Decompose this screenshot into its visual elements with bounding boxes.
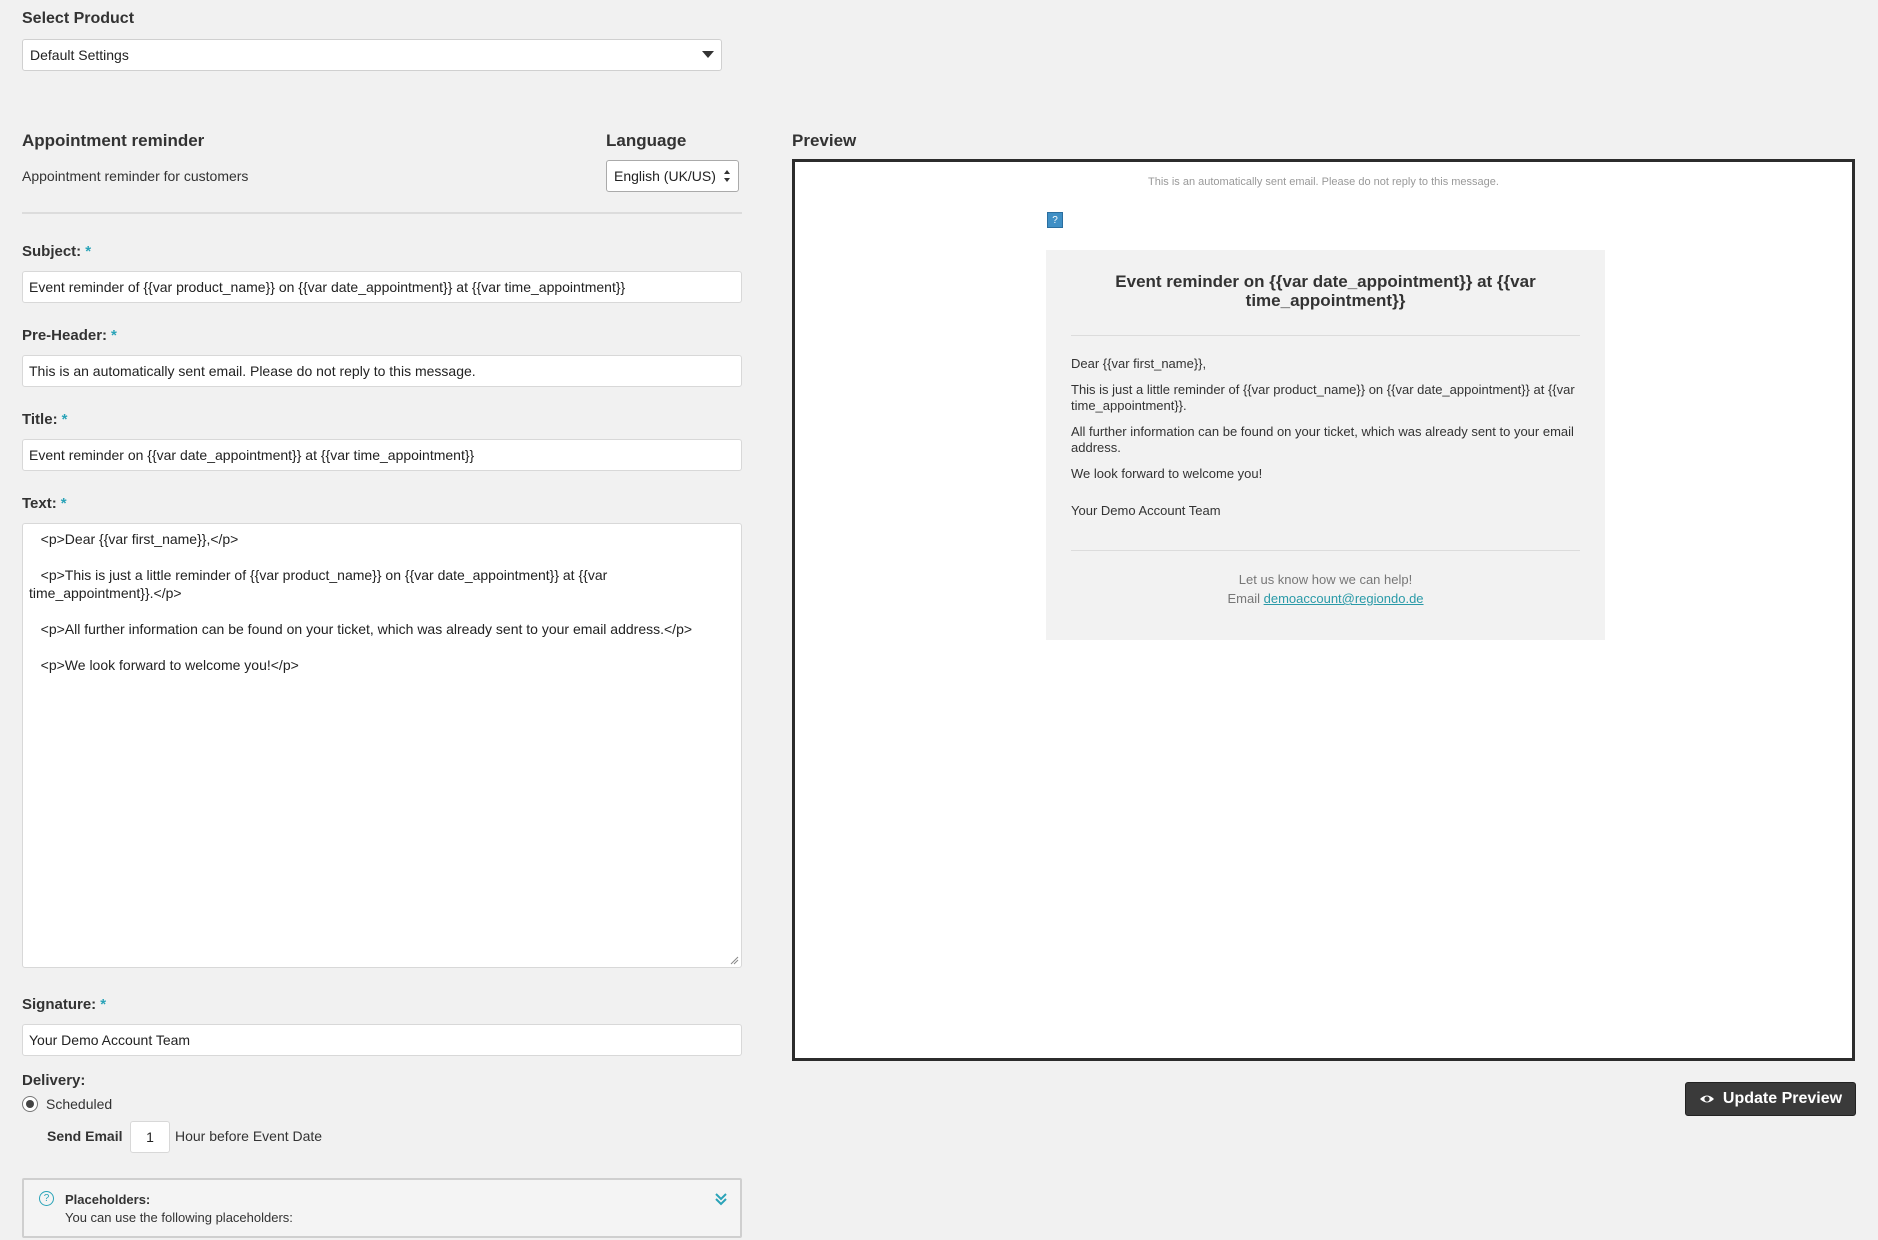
- language-select[interactable]: [606, 160, 739, 192]
- product-select-value: Default Settings: [30, 47, 129, 63]
- required-marker: *: [60, 495, 67, 512]
- subject-label: Subject: *: [22, 243, 92, 260]
- preview-frame: [792, 159, 1855, 1061]
- email-paragraph: We look forward to welcome you!: [1071, 466, 1263, 481]
- text-line: <p>All further information can be found on your ticket, which was already sent to your email address.</p>: [29, 621, 693, 637]
- template-name: Appointment reminder: [22, 131, 205, 150]
- scheduled-radio-option[interactable]: [22, 1096, 112, 1112]
- section-divider: [22, 212, 742, 214]
- signature-label: Signature: *: [22, 996, 107, 1013]
- email-greeting: Dear {{var first_name}},: [1071, 356, 1207, 371]
- hours-input[interactable]: 1: [130, 1121, 170, 1153]
- email-divider: [1071, 335, 1580, 336]
- required-marker: *: [85, 243, 92, 260]
- email-body: [1071, 356, 1580, 519]
- email-footer-prefix: Email: [1227, 591, 1260, 606]
- delivery-label: Delivery:: [22, 1072, 86, 1089]
- scheduled-radio[interactable]: [22, 1096, 38, 1112]
- broken-image-icon: ?: [1047, 212, 1063, 228]
- required-marker: *: [61, 411, 68, 428]
- product-select[interactable]: [22, 39, 722, 71]
- select-product-label: Select Product: [22, 10, 135, 27]
- placeholders-panel[interactable]: [22, 1178, 742, 1238]
- language-select-value: English (UK/US): [614, 168, 716, 184]
- signature-input[interactable]: Your Demo Account Team: [22, 1024, 742, 1056]
- email-signature: Your Demo Account Team: [1071, 503, 1221, 518]
- update-preview-label: Update Preview: [1722, 1090, 1843, 1107]
- email-footer-contact: [1046, 591, 1605, 606]
- email-paragraph: This is just a little reminder of {{var product_name}} on {{var date_appointment}} at {{var time_appointment}}.: [1071, 382, 1575, 413]
- subject-input[interactable]: Event reminder of {{var product_name}} on {{var date_appointment}} at {{var time_appointment}}: [22, 271, 742, 303]
- preview-label: Preview: [792, 131, 857, 150]
- update-preview-button[interactable]: [1685, 1082, 1856, 1116]
- hours-suffix: Hour before Event Date: [175, 1128, 323, 1144]
- preheader-label: Pre-Header: *: [22, 327, 117, 344]
- email-paragraph: All further information can be found on your ticket, which was already sent to your email address.: [1071, 424, 1574, 455]
- placeholders-title: Placeholders:: [65, 1192, 151, 1207]
- eye-icon: [1699, 1093, 1715, 1105]
- required-marker: *: [100, 996, 107, 1013]
- email-footer-help: Let us know how we can help!: [1238, 572, 1413, 587]
- preheader-input[interactable]: This is an automatically sent email. Please do not reply to this message.: [22, 355, 742, 387]
- email-title: Event reminder on {{var date_appointment}} at {{var time_appointment}}: [1115, 272, 1536, 310]
- email-divider: [1071, 550, 1580, 551]
- scheduled-label: Scheduled: [46, 1096, 113, 1112]
- title-label: Title: *: [22, 411, 68, 428]
- preview-preheader: This is an automatically sent email. Please do not reply to this message.: [1148, 176, 1499, 188]
- text-label: Text: *: [22, 495, 67, 512]
- up-down-arrows-icon: [723, 169, 731, 183]
- required-marker: *: [111, 327, 117, 344]
- template-description: Appointment reminder for customers: [22, 168, 249, 184]
- text-line: <p>We look forward to welcome you!</p>: [29, 657, 299, 673]
- placeholders-description: You can use the following placeholders:: [65, 1210, 293, 1225]
- help-icon: ?: [39, 1191, 54, 1206]
- language-label: Language: [606, 131, 687, 150]
- text-editor[interactable]: [22, 523, 742, 968]
- caret-down-icon: [702, 51, 714, 59]
- text-line: <p>This is just a little reminder of {{var product_name}} on {{var date_appointment}} at {{var time_appointment}}.</p>: [29, 567, 612, 601]
- resize-handle-icon[interactable]: [730, 956, 739, 965]
- send-email-label: Send Email: [47, 1128, 123, 1144]
- email-footer-link[interactable]: demoaccount@regiondo.de: [1263, 591, 1424, 606]
- title-input[interactable]: Event reminder on {{var date_appointment}} at {{var time_appointment}}: [22, 439, 742, 471]
- text-line: <p>Dear {{var first_name}},</p>: [29, 531, 239, 547]
- double-chevron-down-icon[interactable]: [714, 1192, 728, 1206]
- email-card: [1046, 250, 1605, 640]
